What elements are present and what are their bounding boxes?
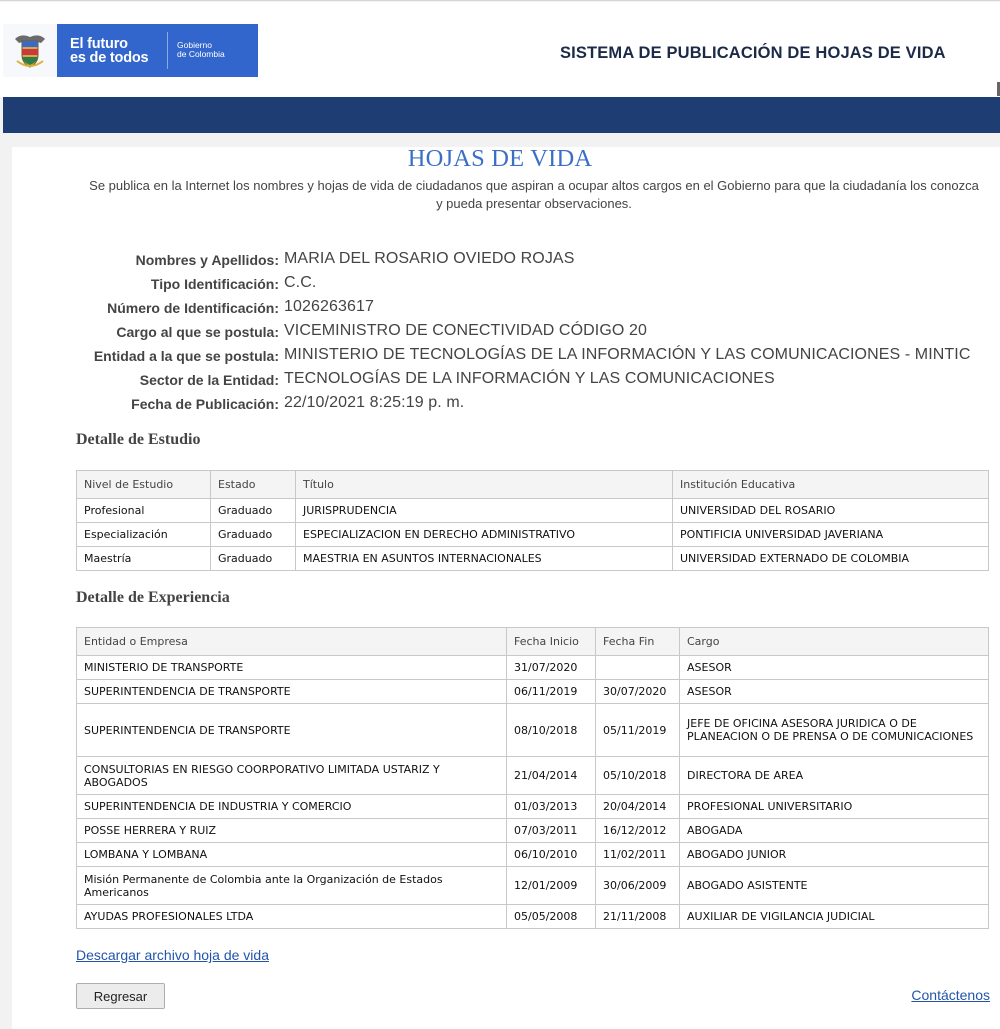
table-row xyxy=(77,547,989,571)
table-cell: Graduado xyxy=(211,523,296,547)
table-cell: JURISPRUDENCIA xyxy=(296,499,673,523)
info-value: C.C. xyxy=(284,274,317,291)
table-header-row xyxy=(77,628,989,656)
logo-gov-line-2: de Colombia xyxy=(177,49,225,59)
table-cell: UNIVERSIDAD EXTERNADO DE COLOMBIA xyxy=(673,547,989,571)
logo-slogan-line-2: es de todos xyxy=(70,50,149,66)
info-value: 1026263617 xyxy=(284,298,374,315)
info-label: Nombres y Apellidos: xyxy=(135,252,279,268)
column-header: Entidad o Empresa xyxy=(77,628,507,656)
table-cell: CONSULTORIAS EN RIESGO COORPORATIVO LIMITADA USTARIZ Y ABOGADOS xyxy=(77,757,507,795)
table-row xyxy=(77,905,989,929)
table-cell: 30/06/2009 xyxy=(596,867,680,905)
column-header: Institución Educativa xyxy=(673,471,989,499)
table-cell: AYUDAS PROFESIONALES LTDA xyxy=(77,905,507,929)
column-header: Nivel de Estudio xyxy=(77,471,211,499)
table-cell: 07/03/2011 xyxy=(507,819,596,843)
column-header: Título xyxy=(296,471,673,499)
table-cell xyxy=(596,656,680,680)
table-cell: ASESOR xyxy=(680,656,989,680)
info-value: MINISTERIO DE TECNOLOGÍAS DE LA INFORMACIÓN Y LAS COMUNICACIONES - MINTIC xyxy=(284,346,971,363)
table-header-row xyxy=(77,471,989,499)
table-cell: 01/03/2013 xyxy=(507,795,596,819)
experience-section-title: Detalle de Experiencia xyxy=(76,589,230,606)
info-value: MARIA DEL ROSARIO OVIEDO ROJAS xyxy=(284,250,575,267)
table-cell: 12/01/2009 xyxy=(507,867,596,905)
table-cell: Graduado xyxy=(211,499,296,523)
table-cell: 06/10/2010 xyxy=(507,843,596,867)
column-header: Cargo xyxy=(680,628,989,656)
table-cell: JEFE DE OFICINA ASESORA JURIDICA O DE PLANEACION O DE PRENSA O DE COMUNICACIONES xyxy=(680,704,989,757)
table-row xyxy=(77,757,989,795)
table-row xyxy=(77,656,989,680)
table-cell: LOMBANA Y LOMBANA xyxy=(77,843,507,867)
info-label: Número de Identificación: xyxy=(107,300,279,316)
table-cell: 05/10/2018 xyxy=(596,757,680,795)
table-cell: 31/07/2020 xyxy=(507,656,596,680)
table-cell: SUPERINTENDENCIA DE TRANSPORTE xyxy=(77,680,507,704)
table-cell: UNIVERSIDAD DEL ROSARIO xyxy=(673,499,989,523)
government-logo[interactable] xyxy=(3,24,258,77)
table-cell: 16/12/2012 xyxy=(596,819,680,843)
table-cell: AUXILIAR DE VIGILANCIA JUDICIAL xyxy=(680,905,989,929)
table-cell: 06/11/2019 xyxy=(507,680,596,704)
table-row xyxy=(77,867,989,905)
info-label: Fecha de Publicación: xyxy=(131,396,279,412)
table-row xyxy=(77,819,989,843)
logo-blue-panel xyxy=(57,24,258,77)
contact-link[interactable]: Contáctenos xyxy=(911,987,990,1003)
experience-table xyxy=(76,627,989,929)
logo-divider xyxy=(167,32,168,69)
table-cell: POSSE HERRERA Y RUIZ xyxy=(77,819,507,843)
table-row xyxy=(77,680,989,704)
table-cell: SUPERINTENDENCIA DE INDUSTRIA Y COMERCIO xyxy=(77,795,507,819)
table-cell: Maestría xyxy=(77,547,211,571)
table-row xyxy=(77,795,989,819)
table-cell: ASESOR xyxy=(680,680,989,704)
top-border xyxy=(0,0,1000,1)
page-intro: Se publica en la Internet los nombres y hojas de vida de ciudadanos que aspiran a ocupar altos cargos en el Gobierno para que la ciudadanía los conozca y pueda presentar observaciones. xyxy=(89,178,979,211)
navigation-bar xyxy=(3,97,1000,133)
table-cell: MAESTRIA EN ASUNTOS INTERNACIONALES xyxy=(296,547,673,571)
table-cell: 21/04/2014 xyxy=(507,757,596,795)
info-label: Tipo Identificación: xyxy=(150,276,279,292)
column-header: Fecha Fin xyxy=(596,628,680,656)
table-cell: MINISTERIO DE TRANSPORTE xyxy=(77,656,507,680)
info-label: Entidad a la que se postula: xyxy=(93,348,279,364)
table-row xyxy=(77,704,989,757)
info-value: TECNOLOGÍAS DE LA INFORMACIÓN Y LAS COMUNICACIONES xyxy=(284,370,775,387)
info-label: Sector de la Entidad: xyxy=(139,372,279,388)
table-cell: Misión Permanente de Colombia ante la Organización de Estados Americanos xyxy=(77,867,507,905)
logo-government xyxy=(177,41,225,59)
back-button[interactable]: Regresar xyxy=(76,983,165,1009)
table-cell: PROFESIONAL UNIVERSITARIO xyxy=(680,795,989,819)
table-cell: 08/10/2018 xyxy=(507,704,596,757)
table-cell: ABOGADO ASISTENTE xyxy=(680,867,989,905)
education-section-title: Detalle de Estudio xyxy=(76,431,201,448)
info-value: 22/10/2021 8:25:19 p. m. xyxy=(284,394,465,411)
info-label: Cargo al que se postula: xyxy=(116,324,279,340)
download-cv-link[interactable]: Descargar archivo hoja de vida xyxy=(76,947,269,963)
table-cell: 21/11/2008 xyxy=(596,905,680,929)
table-cell: PONTIFICIA UNIVERSIDAD JAVERIANA xyxy=(673,523,989,547)
column-header: Fecha Inicio xyxy=(507,628,596,656)
table-cell: 11/02/2011 xyxy=(596,843,680,867)
table-cell: SUPERINTENDENCIA DE TRANSPORTE xyxy=(77,704,507,757)
logo-slogan xyxy=(70,37,148,65)
table-cell: ABOGADA xyxy=(680,819,989,843)
table-cell: Profesional xyxy=(77,499,211,523)
table-cell: 20/04/2014 xyxy=(596,795,680,819)
table-row xyxy=(77,843,989,867)
table-cell: Especialización xyxy=(77,523,211,547)
table-cell: 30/07/2020 xyxy=(596,680,680,704)
info-value: VICEMINISTRO DE CONECTIVIDAD CÓDIGO 20 xyxy=(284,322,647,339)
table-cell: Graduado xyxy=(211,547,296,571)
site-header xyxy=(0,2,1000,97)
table-cell: 05/05/2008 xyxy=(507,905,596,929)
table-row xyxy=(77,523,989,547)
colombia-coat-of-arms-icon xyxy=(3,24,57,77)
table-cell: 05/11/2019 xyxy=(596,704,680,757)
table-row xyxy=(77,499,989,523)
table-cell: ESPECIALIZACION EN DERECHO ADMINISTRATIVO xyxy=(296,523,673,547)
education-table xyxy=(76,470,989,571)
logo-gov-line-1: Gobierno xyxy=(177,40,212,50)
table-cell: DIRECTORA DE AREA xyxy=(680,757,989,795)
column-header: Estado xyxy=(211,471,296,499)
page-title: HOJAS DE VIDA xyxy=(407,145,593,172)
table-cell: ABOGADO JUNIOR xyxy=(680,843,989,867)
logo-slogan-line-1: El futuro xyxy=(70,36,128,52)
system-title: SISTEMA DE PUBLICACIÓN DE HOJAS DE VIDA xyxy=(560,44,946,62)
